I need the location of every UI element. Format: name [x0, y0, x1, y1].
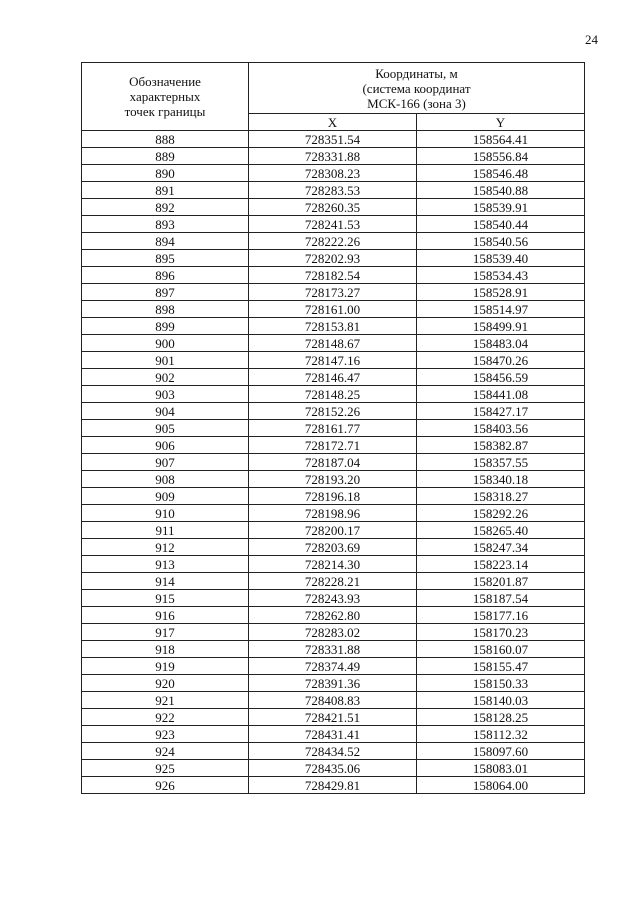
point-id-cell: 916	[82, 607, 249, 624]
table-row	[82, 199, 585, 216]
table-row	[82, 743, 585, 760]
table-row	[82, 692, 585, 709]
table-row	[82, 216, 585, 233]
x-coordinate-cell: 728153.81	[249, 318, 417, 335]
point-id-cell: 911	[82, 522, 249, 539]
y-coordinate-cell: 158483.04	[417, 335, 585, 352]
x-coordinate-cell: 728200.17	[249, 522, 417, 539]
y-coordinate-cell: 158470.26	[417, 352, 585, 369]
table-row	[82, 471, 585, 488]
y-coordinate-cell: 158427.17	[417, 403, 585, 420]
point-id-cell: 905	[82, 420, 249, 437]
x-coordinate-cell: 728193.20	[249, 471, 417, 488]
point-id-cell: 892	[82, 199, 249, 216]
x-coordinate-cell: 728331.88	[249, 641, 417, 658]
y-coordinate-cell: 158177.16	[417, 607, 585, 624]
point-id-cell: 920	[82, 675, 249, 692]
x-coordinate-cell: 728434.52	[249, 743, 417, 760]
y-coordinate-cell: 158357.55	[417, 454, 585, 471]
table-row	[82, 182, 585, 199]
x-coordinate-cell: 728196.18	[249, 488, 417, 505]
x-coordinate-cell: 728431.41	[249, 726, 417, 743]
x-coordinate-cell: 728173.27	[249, 284, 417, 301]
y-coordinate-cell: 158564.41	[417, 131, 585, 148]
point-id-cell: 890	[82, 165, 249, 182]
x-coordinate-cell: 728214.30	[249, 556, 417, 573]
point-header-line-2: характерных	[129, 89, 201, 104]
point-id-cell: 910	[82, 505, 249, 522]
table-row	[82, 539, 585, 556]
x-coordinate-cell: 728435.06	[249, 760, 417, 777]
x-coordinate-cell: 728331.88	[249, 148, 417, 165]
x-coordinate-cell: 728243.93	[249, 590, 417, 607]
table-row	[82, 386, 585, 403]
x-coordinate-cell: 728146.47	[249, 369, 417, 386]
y-coordinate-cell: 158534.43	[417, 267, 585, 284]
x-coordinate-cell: 728391.36	[249, 675, 417, 692]
point-id-cell: 895	[82, 250, 249, 267]
x-coordinate-cell: 728202.93	[249, 250, 417, 267]
header-row-top	[82, 63, 585, 114]
point-id-cell: 899	[82, 318, 249, 335]
x-coordinate-cell: 728161.00	[249, 301, 417, 318]
table-row	[82, 250, 585, 267]
x-coordinate-cell: 728198.96	[249, 505, 417, 522]
table-row	[82, 641, 585, 658]
table-row	[82, 437, 585, 454]
table-row	[82, 709, 585, 726]
point-id-cell: 907	[82, 454, 249, 471]
point-id-cell: 897	[82, 284, 249, 301]
point-id-cell: 891	[82, 182, 249, 199]
x-coordinate-cell: 728152.26	[249, 403, 417, 420]
x-coordinate-cell: 728182.54	[249, 267, 417, 284]
y-coordinate-cell: 158265.40	[417, 522, 585, 539]
point-id-cell: 889	[82, 148, 249, 165]
x-coordinate-cell: 728260.35	[249, 199, 417, 216]
table-row	[82, 335, 585, 352]
x-coordinate-cell: 728429.81	[249, 777, 417, 794]
table-row	[82, 301, 585, 318]
y-coordinate-cell: 158201.87	[417, 573, 585, 590]
y-coordinate-cell: 158318.27	[417, 488, 585, 505]
x-coordinate-cell: 728222.26	[249, 233, 417, 250]
table-row	[82, 624, 585, 641]
y-coordinate-cell: 158223.14	[417, 556, 585, 573]
point-id-cell: 906	[82, 437, 249, 454]
point-id-cell: 893	[82, 216, 249, 233]
table-row	[82, 369, 585, 386]
y-coordinate-cell: 158247.34	[417, 539, 585, 556]
y-coordinate-cell: 158456.59	[417, 369, 585, 386]
table-row	[82, 454, 585, 471]
table-row	[82, 590, 585, 607]
table-row	[82, 675, 585, 692]
y-column-header: Y	[417, 114, 585, 131]
y-coordinate-cell: 158340.18	[417, 471, 585, 488]
point-id-cell: 909	[82, 488, 249, 505]
y-coordinate-cell: 158187.54	[417, 590, 585, 607]
point-id-cell: 894	[82, 233, 249, 250]
x-coordinate-cell: 728421.51	[249, 709, 417, 726]
y-coordinate-cell: 158403.56	[417, 420, 585, 437]
coords-header-line-1: Координаты, м	[375, 65, 458, 81]
coordinates-header	[249, 63, 585, 114]
point-id-cell: 926	[82, 777, 249, 794]
y-coordinate-cell: 158083.01	[417, 760, 585, 777]
x-coordinate-cell: 728148.67	[249, 335, 417, 352]
y-coordinate-cell: 158546.48	[417, 165, 585, 182]
point-id-cell: 898	[82, 301, 249, 318]
point-id-cell: 921	[82, 692, 249, 709]
y-coordinate-cell: 158539.40	[417, 250, 585, 267]
point-id-cell: 900	[82, 335, 249, 352]
point-id-cell: 912	[82, 539, 249, 556]
table-body	[82, 131, 585, 794]
table-row	[82, 148, 585, 165]
y-coordinate-cell: 158528.91	[417, 284, 585, 301]
table-row	[82, 760, 585, 777]
table-row	[82, 352, 585, 369]
x-coordinate-cell: 728187.04	[249, 454, 417, 471]
point-id-cell: 896	[82, 267, 249, 284]
y-coordinate-cell: 158160.07	[417, 641, 585, 658]
point-id-cell: 915	[82, 590, 249, 607]
point-id-cell: 922	[82, 709, 249, 726]
table-row	[82, 658, 585, 675]
table-row	[82, 556, 585, 573]
point-id-cell: 923	[82, 726, 249, 743]
table-row	[82, 573, 585, 590]
x-coordinate-cell: 728408.83	[249, 692, 417, 709]
point-id-cell: 914	[82, 573, 249, 590]
point-id-cell: 913	[82, 556, 249, 573]
table-row	[82, 233, 585, 250]
x-column-header: X	[249, 114, 417, 131]
x-coordinate-cell: 728161.77	[249, 420, 417, 437]
table-header	[82, 63, 585, 131]
y-coordinate-cell: 158170.23	[417, 624, 585, 641]
table-row	[82, 726, 585, 743]
x-coordinate-cell: 728148.25	[249, 386, 417, 403]
table-row	[82, 607, 585, 624]
y-coordinate-cell: 158150.33	[417, 675, 585, 692]
table-row	[82, 131, 585, 148]
x-coordinate-cell: 728172.71	[249, 437, 417, 454]
x-coordinate-cell: 728283.53	[249, 182, 417, 199]
table-row	[82, 522, 585, 539]
y-coordinate-cell: 158539.91	[417, 199, 585, 216]
x-coordinate-cell: 728308.23	[249, 165, 417, 182]
x-coordinate-cell: 728351.54	[249, 131, 417, 148]
point-designation-header	[82, 63, 249, 131]
y-coordinate-cell: 158155.47	[417, 658, 585, 675]
y-coordinate-cell: 158540.44	[417, 216, 585, 233]
y-coordinate-cell: 158514.97	[417, 301, 585, 318]
point-header-line-1: Обозначение	[129, 74, 201, 89]
x-coordinate-cell: 728147.16	[249, 352, 417, 369]
x-coordinate-cell: 728228.21	[249, 573, 417, 590]
x-coordinate-cell: 728203.69	[249, 539, 417, 556]
x-coordinate-cell: 728241.53	[249, 216, 417, 233]
table-row	[82, 505, 585, 522]
point-header-line-3: точек границы	[124, 104, 206, 119]
table-row	[82, 420, 585, 437]
table-row	[82, 267, 585, 284]
y-coordinate-cell: 158064.00	[417, 777, 585, 794]
y-coordinate-cell: 158540.56	[417, 233, 585, 250]
point-id-cell: 908	[82, 471, 249, 488]
point-id-cell: 919	[82, 658, 249, 675]
coords-header-line-2: (система координат	[362, 80, 471, 96]
y-coordinate-cell: 158097.60	[417, 743, 585, 760]
x-coordinate-cell: 728283.02	[249, 624, 417, 641]
x-coordinate-cell: 728262.80	[249, 607, 417, 624]
point-id-cell: 903	[82, 386, 249, 403]
table-row	[82, 284, 585, 301]
y-coordinate-cell: 158292.26	[417, 505, 585, 522]
point-id-cell: 917	[82, 624, 249, 641]
point-id-cell: 901	[82, 352, 249, 369]
y-coordinate-cell: 158540.88	[417, 182, 585, 199]
page-number: 24	[585, 32, 598, 47]
table-row	[82, 403, 585, 420]
table-row	[82, 488, 585, 505]
y-coordinate-cell: 158128.25	[417, 709, 585, 726]
point-id-cell: 924	[82, 743, 249, 760]
x-coordinate-cell: 728374.49	[249, 658, 417, 675]
coordinates-table	[81, 62, 585, 794]
table-row	[82, 318, 585, 335]
y-coordinate-cell: 158556.84	[417, 148, 585, 165]
point-id-cell: 902	[82, 369, 249, 386]
coords-header-line-3: МСК-166 (зона 3)	[367, 95, 466, 111]
point-id-cell: 904	[82, 403, 249, 420]
y-coordinate-cell: 158140.03	[417, 692, 585, 709]
point-id-cell: 918	[82, 641, 249, 658]
y-coordinate-cell: 158499.91	[417, 318, 585, 335]
point-id-cell: 888	[82, 131, 249, 148]
point-id-cell: 925	[82, 760, 249, 777]
y-coordinate-cell: 158112.32	[417, 726, 585, 743]
y-coordinate-cell: 158441.08	[417, 386, 585, 403]
table-row	[82, 777, 585, 794]
y-coordinate-cell: 158382.87	[417, 437, 585, 454]
table-row	[82, 165, 585, 182]
